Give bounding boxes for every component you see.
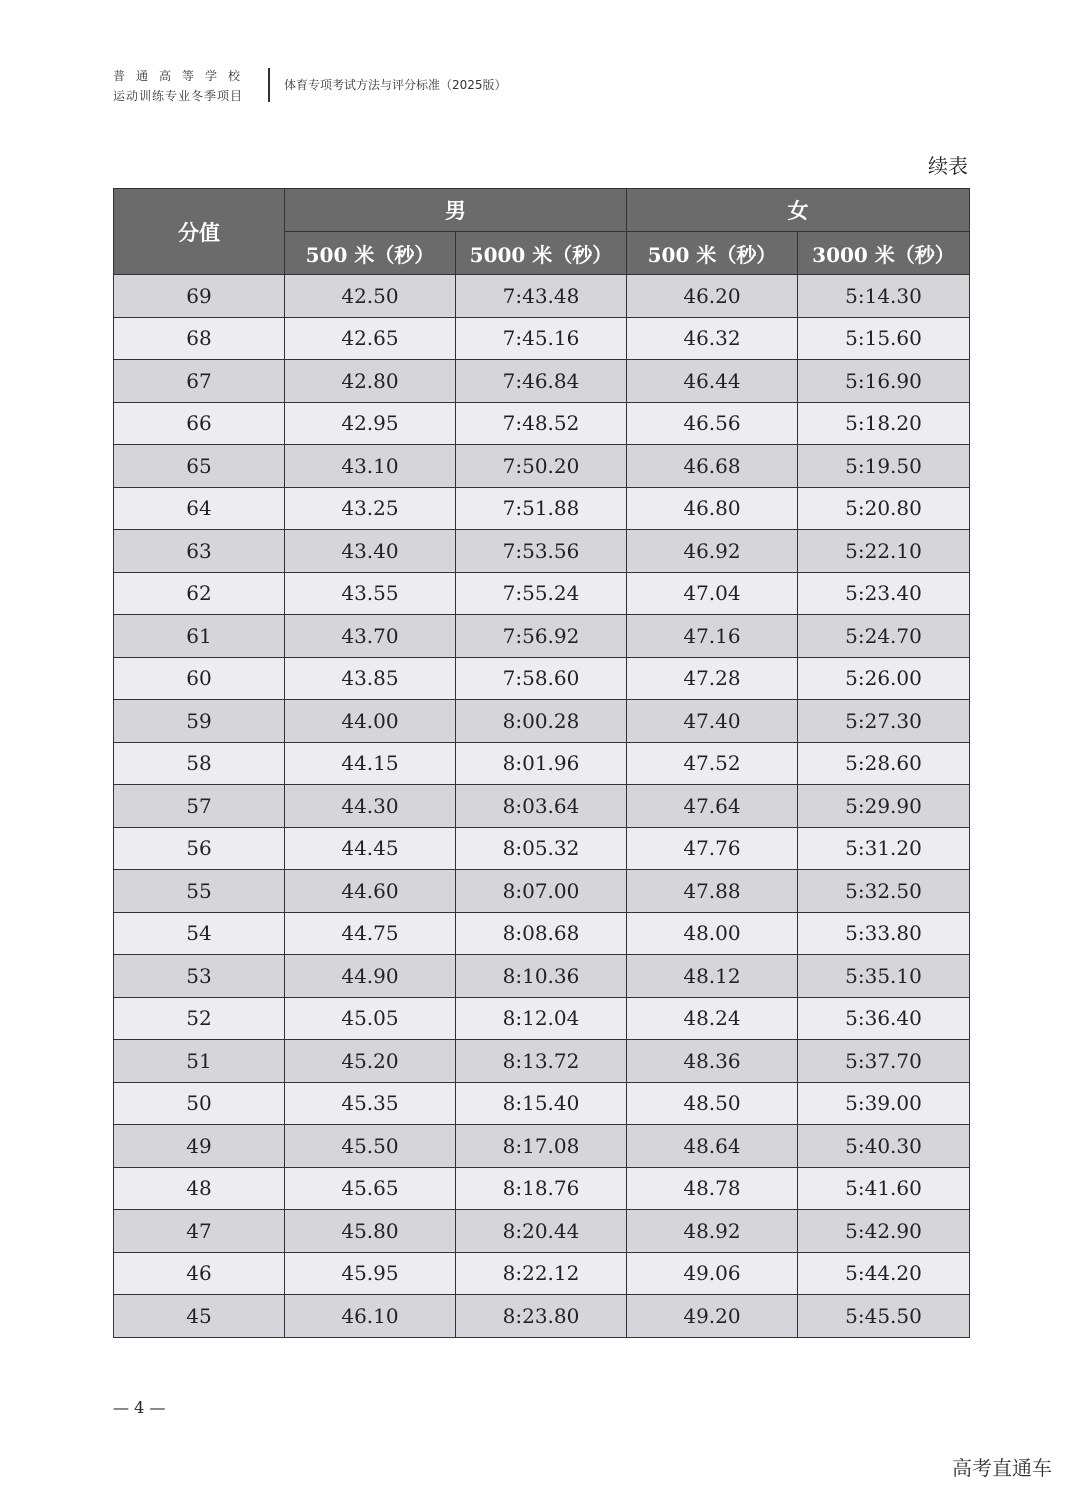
female-500m-cell: 46.68: [627, 445, 798, 488]
score-cell: 57: [114, 785, 285, 828]
female-3000m-cell: 5:29.90: [798, 785, 970, 828]
score-cell: 69: [114, 275, 285, 318]
male-5000m-cell: 7:53.56: [456, 530, 627, 573]
score-cell: 50: [114, 1082, 285, 1125]
female-500m-cell: 46.44: [627, 360, 798, 403]
male-500m-cell: 42.80: [285, 360, 456, 403]
female-500m-cell: 47.04: [627, 572, 798, 615]
female-group-header: 女: [627, 189, 970, 232]
table-row: [114, 1210, 970, 1253]
male-500m-cell: 42.95: [285, 402, 456, 445]
table-row: [114, 1295, 970, 1338]
male-5000m-cell: 8:01.96: [456, 742, 627, 785]
female-3000m-cell: 5:23.40: [798, 572, 970, 615]
score-column-header: 分值: [114, 189, 285, 275]
female-3000m-cell: 5:22.10: [798, 530, 970, 573]
male-500m-cell: 43.70: [285, 615, 456, 658]
male-5000m-cell: 8:00.28: [456, 700, 627, 743]
table-row: [114, 870, 970, 913]
score-cell: 59: [114, 700, 285, 743]
male-500m-cell: 43.55: [285, 572, 456, 615]
male-5000m-cell: 8:17.08: [456, 1125, 627, 1168]
female-500m-cell: 46.20: [627, 275, 798, 318]
score-cell: 62: [114, 572, 285, 615]
female-500m-cell: 48.50: [627, 1082, 798, 1125]
female-3000m-cell: 5:18.20: [798, 402, 970, 445]
male-500m-cell: 45.35: [285, 1082, 456, 1125]
female-3000m-cell: 5:15.60: [798, 317, 970, 360]
female-3000m-cell: 5:19.50: [798, 445, 970, 488]
male-5000m-cell: 7:48.52: [456, 402, 627, 445]
male-5000m-cell: 7:56.92: [456, 615, 627, 658]
table-row: [114, 530, 970, 573]
male-500m-cell: 45.05: [285, 997, 456, 1040]
female-3000m-cell: 5:44.20: [798, 1252, 970, 1295]
male-5000m-cell: 8:07.00: [456, 870, 627, 913]
male-500m-cell: 44.90: [285, 955, 456, 998]
page-number: — 4 —: [113, 1398, 166, 1417]
male-500m-cell: 42.65: [285, 317, 456, 360]
male-5000m-cell: 8:10.36: [456, 955, 627, 998]
female-3000m-cell: 5:36.40: [798, 997, 970, 1040]
score-cell: 53: [114, 955, 285, 998]
score-cell: 65: [114, 445, 285, 488]
male-500m-cell: 44.15: [285, 742, 456, 785]
watermark-text: 高考直通车: [952, 1456, 1052, 1480]
male-500m-cell: 45.20: [285, 1040, 456, 1083]
female-500m-cell: 46.32: [627, 317, 798, 360]
score-cell: 45: [114, 1295, 285, 1338]
female-500m-cell: 49.20: [627, 1295, 798, 1338]
male-5000m-cell: 8:13.72: [456, 1040, 627, 1083]
female-3000m-cell: 5:14.30: [798, 275, 970, 318]
table-row: [114, 657, 970, 700]
female-3000m-cell: 5:33.80: [798, 912, 970, 955]
female-500m-header: 500 米（秒）: [627, 232, 798, 275]
table-row: [114, 997, 970, 1040]
male-500m-cell: 43.85: [285, 657, 456, 700]
female-3000m-cell: 5:28.60: [798, 742, 970, 785]
male-500m-cell: 45.80: [285, 1210, 456, 1253]
male-5000m-cell: 8:20.44: [456, 1210, 627, 1253]
male-5000m-cell: 8:18.76: [456, 1167, 627, 1210]
table-row: [114, 360, 970, 403]
male-5000m-header: 5000 米（秒）: [456, 232, 627, 275]
table-row: [114, 317, 970, 360]
table-header-row-1: [114, 189, 970, 232]
table-row: [114, 1252, 970, 1295]
male-500m-header: 500 米（秒）: [285, 232, 456, 275]
score-cell: 55: [114, 870, 285, 913]
table-row: [114, 1167, 970, 1210]
female-3000m-cell: 5:16.90: [798, 360, 970, 403]
score-cell: 67: [114, 360, 285, 403]
female-500m-cell: 48.36: [627, 1040, 798, 1083]
male-5000m-cell: 8:15.40: [456, 1082, 627, 1125]
male-500m-cell: 43.40: [285, 530, 456, 573]
continued-label: 续表: [928, 154, 968, 178]
male-500m-cell: 43.25: [285, 487, 456, 530]
table-row: [114, 955, 970, 998]
female-500m-cell: 47.28: [627, 657, 798, 700]
female-3000m-cell: 5:35.10: [798, 955, 970, 998]
table-row: [114, 487, 970, 530]
score-cell: 52: [114, 997, 285, 1040]
score-cell: 56: [114, 827, 285, 870]
score-cell: 51: [114, 1040, 285, 1083]
female-500m-cell: 48.64: [627, 1125, 798, 1168]
female-500m-cell: 48.92: [627, 1210, 798, 1253]
male-500m-cell: 45.95: [285, 1252, 456, 1295]
score-cell: 63: [114, 530, 285, 573]
female-500m-cell: 47.76: [627, 827, 798, 870]
male-5000m-cell: 7:58.60: [456, 657, 627, 700]
male-500m-cell: 45.65: [285, 1167, 456, 1210]
table-row: [114, 445, 970, 488]
male-5000m-cell: 8:23.80: [456, 1295, 627, 1338]
female-3000m-header: 3000 米（秒）: [798, 232, 970, 275]
female-500m-cell: 47.88: [627, 870, 798, 913]
score-cell: 49: [114, 1125, 285, 1168]
female-500m-cell: 49.06: [627, 1252, 798, 1295]
male-5000m-cell: 7:43.48: [456, 275, 627, 318]
male-5000m-cell: 8:05.32: [456, 827, 627, 870]
female-500m-cell: 46.80: [627, 487, 798, 530]
score-cell: 68: [114, 317, 285, 360]
male-500m-cell: 46.10: [285, 1295, 456, 1338]
female-500m-cell: 47.40: [627, 700, 798, 743]
female-500m-cell: 47.16: [627, 615, 798, 658]
score-cell: 64: [114, 487, 285, 530]
score-cell: 54: [114, 912, 285, 955]
male-500m-cell: 44.00: [285, 700, 456, 743]
score-cell: 60: [114, 657, 285, 700]
female-500m-cell: 48.00: [627, 912, 798, 955]
score-cell: 47: [114, 1210, 285, 1253]
score-cell: 48: [114, 1167, 285, 1210]
table-row: [114, 615, 970, 658]
female-3000m-cell: 5:32.50: [798, 870, 970, 913]
female-500m-cell: 48.78: [627, 1167, 798, 1210]
female-3000m-cell: 5:45.50: [798, 1295, 970, 1338]
table-row: [114, 402, 970, 445]
male-5000m-cell: 7:45.16: [456, 317, 627, 360]
table-row: [114, 572, 970, 615]
male-5000m-cell: 7:46.84: [456, 360, 627, 403]
female-500m-cell: 48.24: [627, 997, 798, 1040]
table-row: [114, 827, 970, 870]
female-3000m-cell: 5:20.80: [798, 487, 970, 530]
female-3000m-cell: 5:27.30: [798, 700, 970, 743]
male-5000m-cell: 8:12.04: [456, 997, 627, 1040]
table-row: [114, 912, 970, 955]
header-line-2: 运动训练专业冬季项目: [113, 89, 244, 103]
male-5000m-cell: 7:51.88: [456, 487, 627, 530]
female-3000m-cell: 5:42.90: [798, 1210, 970, 1253]
score-cell: 61: [114, 615, 285, 658]
table-row: [114, 785, 970, 828]
female-3000m-cell: 5:26.00: [798, 657, 970, 700]
female-500m-cell: 47.64: [627, 785, 798, 828]
female-500m-cell: 47.52: [627, 742, 798, 785]
running-header-left: [113, 66, 258, 106]
table-row: [114, 700, 970, 743]
score-table: [113, 188, 970, 1338]
male-5000m-cell: 8:22.12: [456, 1252, 627, 1295]
header-divider: [268, 68, 270, 102]
male-500m-cell: 44.75: [285, 912, 456, 955]
table-row: [114, 1040, 970, 1083]
male-500m-cell: 42.50: [285, 275, 456, 318]
table-row: [114, 275, 970, 318]
female-500m-cell: 48.12: [627, 955, 798, 998]
female-3000m-cell: 5:31.20: [798, 827, 970, 870]
score-cell: 66: [114, 402, 285, 445]
table-row: [114, 1125, 970, 1168]
male-group-header: 男: [285, 189, 627, 232]
header-line-1: 普通高等学校: [113, 69, 252, 83]
male-5000m-cell: 8:03.64: [456, 785, 627, 828]
male-5000m-cell: 7:55.24: [456, 572, 627, 615]
female-500m-cell: 46.56: [627, 402, 798, 445]
score-cell: 46: [114, 1252, 285, 1295]
score-cell: 58: [114, 742, 285, 785]
male-5000m-cell: 8:08.68: [456, 912, 627, 955]
female-3000m-cell: 5:37.70: [798, 1040, 970, 1083]
male-500m-cell: 44.45: [285, 827, 456, 870]
male-500m-cell: 43.10: [285, 445, 456, 488]
male-500m-cell: 44.30: [285, 785, 456, 828]
table-body: [114, 275, 970, 1338]
female-3000m-cell: 5:41.60: [798, 1167, 970, 1210]
male-500m-cell: 45.50: [285, 1125, 456, 1168]
table-row: [114, 1082, 970, 1125]
female-3000m-cell: 5:39.00: [798, 1082, 970, 1125]
male-500m-cell: 44.60: [285, 870, 456, 913]
table-row: [114, 742, 970, 785]
male-5000m-cell: 7:50.20: [456, 445, 627, 488]
female-500m-cell: 46.92: [627, 530, 798, 573]
female-3000m-cell: 5:40.30: [798, 1125, 970, 1168]
running-header-title: 体育专项考试方法与评分标准（2025版）: [284, 78, 507, 92]
female-3000m-cell: 5:24.70: [798, 615, 970, 658]
